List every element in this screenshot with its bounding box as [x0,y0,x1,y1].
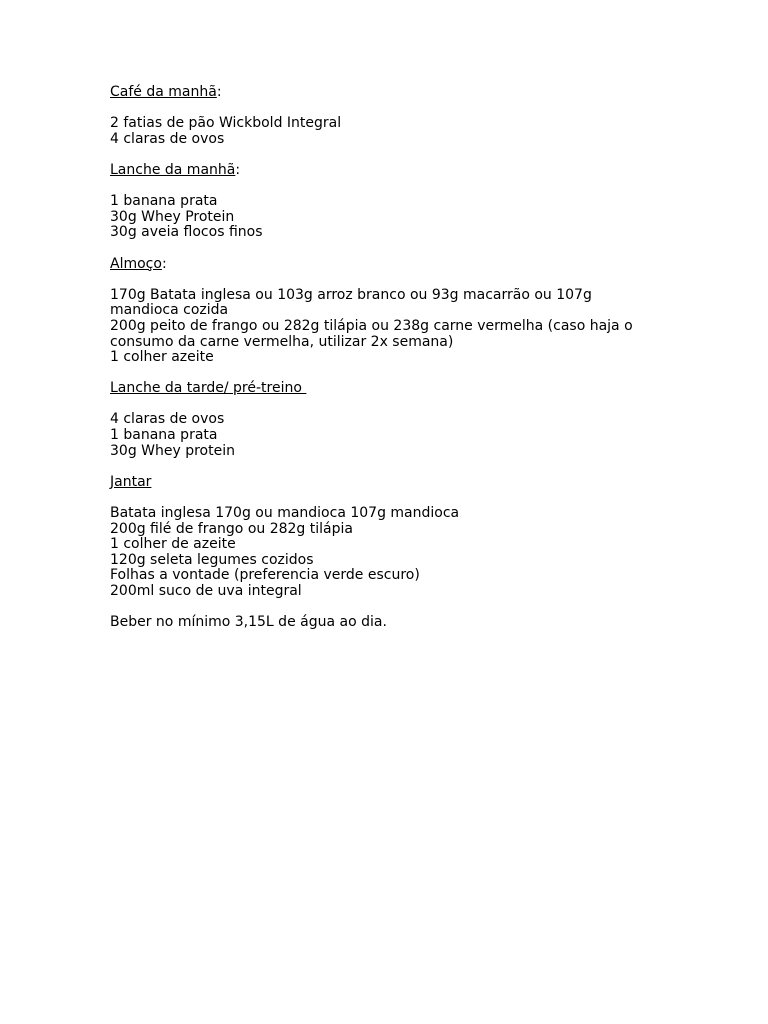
blank-line [110,397,650,413]
menu-item: Batata inglesa 170g ou mandioca 107g mandioca [110,505,460,522]
blank-line [110,241,650,257]
water-intake-note: Beber no mínimo 3,15L de água ao dia. [110,614,387,631]
menu-item: 120g seleta legumes cozidos [110,551,314,568]
menu-item: 4 claras de ovos [110,130,225,147]
menu-item: 30g Whey protein [110,442,235,459]
menu-item: 1 colher de azeite [110,536,236,553]
blank-line [110,147,650,163]
menu-item: 30g aveia flocos finos [110,224,263,241]
blank-line [110,272,650,288]
menu-item: 200g filé de frango ou 282g tilápia [110,520,353,537]
menu-item: consumo da carne vermelha, utilizar 2x semana) [110,333,454,350]
blank-line [110,600,650,616]
menu-item: Folhas a vontade (preferencia verde escuro) [110,567,420,584]
section-heading-lanche-da-tarde [110,381,650,397]
menu-item: 170g Batata inglesa ou 103g arroz branco ou 93g macarrão ou 107g [110,286,592,303]
section-heading-jantar [110,475,650,491]
menu-item: 200ml suco de uva integral [110,583,302,599]
menu-item: 1 colher azeite [110,349,214,366]
menu-item: 30g Whey Protein [110,208,235,225]
section-heading-cafe-da-manha [110,85,650,101]
section-title-suffix: : [161,255,167,272]
blank-line [110,366,650,382]
section-title: Café da manhã [110,84,217,100]
section-heading-lanche-da-manha [110,163,650,179]
section-title: Almoço [110,255,162,272]
section-heading-almoco [110,257,650,273]
section-title-suffix: : [216,84,222,100]
menu-item: 1 banana prata [110,193,218,210]
section-title-suffix: : [235,161,241,178]
menu-item: 1 banana prata [110,427,218,444]
section-title: Lanche da tarde/ pré-treino [110,380,307,397]
section-title: Jantar [110,473,152,490]
menu-item: mandioca cozida [110,302,229,319]
blank-line [110,179,650,195]
menu-item: 2 fatias de pão Wickbold Integral [110,115,342,132]
menu-item: 200g peito de frango ou 282g tilápia ou 238g carne vermelha (caso haja o [110,317,633,334]
blank-line [110,459,650,475]
menu-item: 4 claras de ovos [110,411,225,428]
meal-plan-text [110,85,650,631]
blank-line [110,101,650,117]
blank-line [110,490,650,506]
section-title: Lanche da manhã [110,161,236,178]
